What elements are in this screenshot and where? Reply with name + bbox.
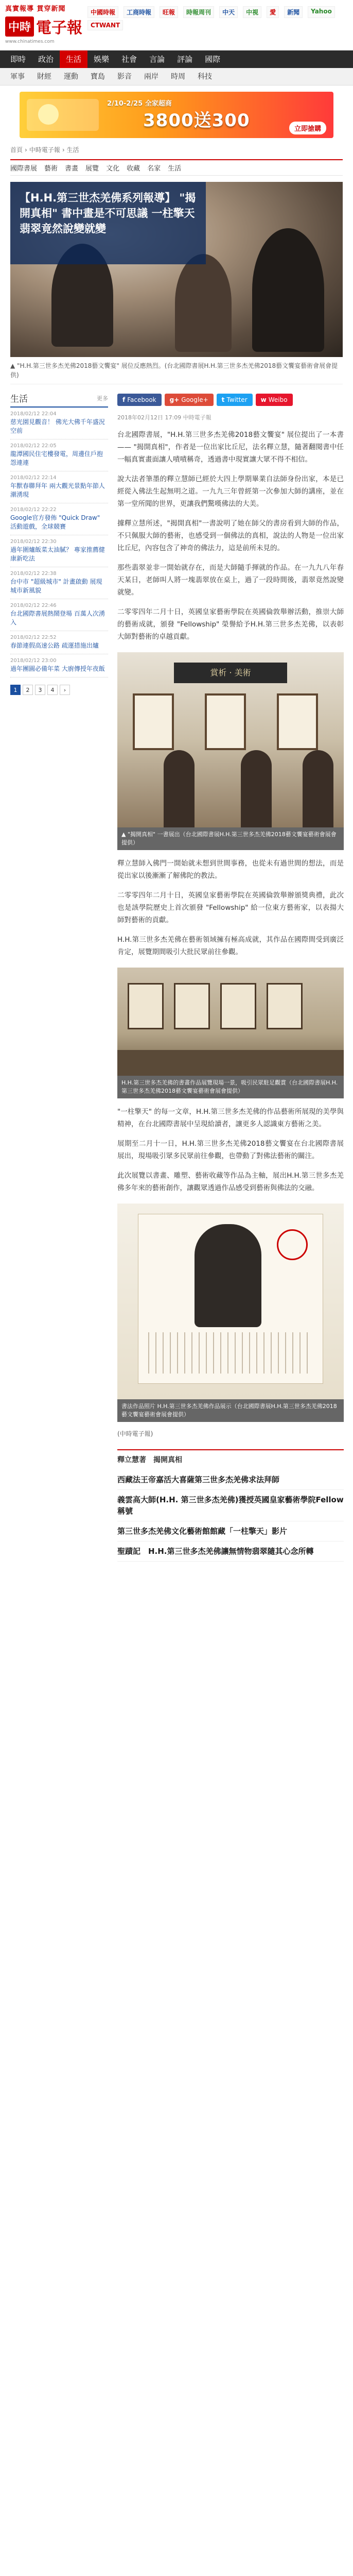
breadcrumb-link[interactable]: 首頁: [10, 146, 23, 154]
share-label: Google+: [181, 396, 208, 403]
nav-item-secondary[interactable]: 兩岸: [144, 72, 158, 81]
article-paragraph: 台北國際書展，"H.H.第三世多杰羌佛2018藝文饗宴" 展位提出了一本書—— "揭開真相"，作者是一位出家比丘尼，法名釋立慧，隨著翻閱書中任一幅真實畫面讓人嘖嘖稱奇，透過書中現實讓大眾不得不相信。: [117, 431, 344, 464]
article-paragraph: 說大法者筆墨的釋立慧師已經於大四上學期畢業自法師身份出家，本是已經從入佛法生起無明之道。一九九三年曾經第一次參加大師的講座，並在第一堂所聞的世界，更讓我們驚嘆佛法的大美。: [117, 475, 344, 508]
breadcrumb: [10, 145, 353, 154]
article-paragraph: 展期至二月十一日，H.H.第三世多杰羌佛2018藝文饗宴在台北國際書展展出，現場吸引眾多民眾前往參觀，也帶動了對佛法藝術的關注。: [117, 1140, 344, 1160]
related-article-link[interactable]: 西藏法王帝嘉活大喜薩第三世多杰羌佛求法拜師: [117, 1470, 344, 1490]
list-item[interactable]: [10, 471, 108, 503]
photo-caption: H.H.第三世多杰羌佛的書畫作品展覽現場一景，吸引民眾駐足觀賞（台北國際書展H.H.第三世多杰羌佛2018藝文饗宴藝術會展會提供）: [117, 1076, 344, 1098]
nav-item-secondary[interactable]: 科技: [198, 72, 212, 81]
sidebar-title: [10, 392, 108, 408]
partner-link[interactable]: 時報周刊: [183, 6, 214, 18]
hero-image: [10, 182, 343, 357]
share-buttons: [117, 394, 344, 406]
secondary-nav: [0, 68, 353, 86]
page-button[interactable]: 3: [35, 685, 45, 695]
partner-link[interactable]: 工商時報: [123, 6, 154, 18]
list-item[interactable]: [10, 654, 108, 677]
list-item[interactable]: [10, 408, 108, 439]
article-paragraph: 據釋立慧所述，"揭開真相"一書說明了她在師父的書房看到大師的作品，不只佩服大師的藝術，也感受到一個佛法的真相，說法的人物是一位出家比丘尼，內容包含了神奇的佛法力，這是前所未見的。: [117, 519, 344, 552]
article-photo-gallery: [117, 968, 344, 1098]
share-label: Facebook: [127, 396, 156, 403]
partner-link[interactable]: 愛: [267, 6, 279, 18]
partner-links: [87, 6, 340, 42]
logo-text: 電子報: [36, 19, 83, 37]
presenter-figure: [195, 1224, 261, 1327]
list-item-date: 2018/02/12 23:00: [10, 658, 57, 664]
content-columns: [0, 392, 353, 2576]
article-paragraph: 二零零四年二月十日，英國皇家藝術學院在英國倫敦舉辦頒獎典禮，此次也是該學院歷史上首次頒發 "Fellowship" 給一位東方藝術家，以表揚大師對藝術的貢獻。: [117, 891, 344, 924]
article-title: 【H.H.第三世杰羌佛系列報導】 "揭開真相" 書中畫是不可思議 一柱擎天翡翠竟然說變就變: [20, 192, 196, 235]
partner-link[interactable]: 中天: [219, 6, 238, 18]
related-article-link[interactable]: 義雲高大師(H.H. 第三世多杰羌佛)獲授英國皇家藝術學院Fellow稱號: [117, 1490, 344, 1521]
gp-share-button[interactable]: [165, 394, 214, 406]
list-item-title[interactable]: 年獸春聯拜年 兩大觀光景點年節人潮湧現: [10, 482, 105, 498]
topic-tag[interactable]: 展覽: [85, 165, 99, 173]
photo-caption: 書法作品照片 H.H.第三世多杰羌佛作品展示（台北國際書展H.H.第三世多杰羌佛2018藝文饗宴藝術會展會提供）: [117, 1399, 344, 1422]
logo-slogan: 真實報導 貫穿新聞: [5, 5, 66, 13]
list-item[interactable]: [10, 535, 108, 567]
tw-share-button[interactable]: [217, 394, 253, 406]
booth-sign: 賞析 · 美術: [174, 663, 287, 683]
page-button[interactable]: 1: [10, 685, 21, 695]
list-item-title[interactable]: 龍潭國民住宅樓發電，周邊住戶抱怨連連: [10, 450, 103, 466]
sidebar-more-link[interactable]: 更多: [97, 395, 108, 402]
primary-nav: [0, 50, 353, 68]
fb-share-button[interactable]: [117, 394, 162, 406]
nav-item-primary[interactable]: 生活: [60, 50, 87, 68]
hero-caption: ▲ "H.H.第三世多杰羌佛2018藝文饗宴" 展位反應熱烈。(台北國際書展H.H.第三世多杰羌佛2018藝文饗宴藝術會展會提供): [10, 357, 343, 384]
topic-tag-strip: [10, 159, 343, 176]
related-articles: [117, 1449, 344, 1562]
partner-link[interactable]: Yahoo: [308, 6, 335, 18]
banner-headline: 3800送300: [143, 110, 250, 131]
tw-icon: t: [221, 396, 225, 403]
list-item-title[interactable]: 台北國際書展熱鬧登場 百萬人次湧入: [10, 610, 105, 626]
artwork-frame: [128, 983, 164, 1029]
wb-icon: w: [260, 396, 267, 403]
hero-title-overlay: [10, 182, 206, 264]
gp-icon: g+: [169, 396, 180, 403]
article-meta: 2018年02月12日 17:09 中時電子報: [117, 414, 211, 421]
related-article-link[interactable]: 第三世多杰羌佛文化藝術館館藏「一柱擎天」影片: [117, 1521, 344, 1541]
nav-item-secondary[interactable]: 財經: [37, 72, 51, 81]
article-paragraphs-1: [117, 429, 344, 643]
list-item-title[interactable]: 台中市 "超級城市" 計畫啟動 展現城市新風貌: [10, 578, 102, 594]
site-header: [0, 0, 353, 50]
topic-tag[interactable]: 書畫: [65, 165, 79, 173]
visitor-figure: [303, 750, 333, 827]
article-paragraphs-2: [117, 857, 344, 958]
scroll-photo: [117, 1204, 344, 1399]
page-button[interactable]: ›: [60, 685, 70, 695]
article-paragraph: 釋立慧師入佛門一開始就未想到世間事務，也從未有過世間的想法，而是從出家以後漸漸了解佛陀的教法。: [117, 859, 344, 880]
article-photo-booth: [117, 652, 344, 850]
banner-subtitle: 2/10-2/25 全家超商: [107, 100, 172, 108]
topic-tag[interactable]: 收藏: [127, 165, 140, 173]
visitor-figure: [164, 750, 195, 827]
partner-link[interactable]: 中視: [243, 6, 261, 18]
list-item[interactable]: [10, 503, 108, 535]
list-item-title[interactable]: 過年團圓必備年菜 大廚傳授年夜飯: [10, 665, 105, 672]
nav-item-primary[interactable]: 言論: [149, 55, 165, 64]
article-paragraphs-3: [117, 1106, 344, 1194]
list-item-date: 2018/02/12 22:38: [10, 571, 57, 577]
partner-link[interactable]: 中國時報: [87, 6, 118, 18]
hero-figure: [175, 254, 232, 352]
breadcrumb-link[interactable]: 中時電子報: [29, 146, 60, 154]
topic-tag[interactable]: 生活: [168, 165, 182, 173]
partner-link[interactable]: 新聞: [284, 6, 303, 18]
list-item-title[interactable]: 慈光園見觀音！ 佛光大佛千年盛況空前: [10, 418, 105, 434]
list-item-date: 2018/02/12 22:52: [10, 635, 57, 640]
partner-link[interactable]: CTWANT: [87, 20, 123, 30]
artwork-frame: [220, 983, 256, 1029]
sidebar-list: [10, 408, 108, 677]
red-seal-icon: [277, 1229, 308, 1260]
nav-item-primary[interactable]: 社會: [121, 55, 137, 64]
artwork-frame: [205, 693, 246, 750]
wb-share-button[interactable]: [256, 394, 293, 406]
promo-banner[interactable]: [20, 92, 333, 138]
nav-item-secondary[interactable]: 軍事: [10, 72, 25, 81]
banner-cta-button[interactable]: 立即搶購: [289, 122, 326, 134]
nav-item-secondary[interactable]: 時周: [171, 72, 185, 81]
page-button[interactable]: 4: [47, 685, 58, 695]
sidebar-title-text: 生活: [10, 394, 28, 404]
photo-caption: ▲ "揭開真相" 一書展出（台北國際書展H.H.第三世多杰羌佛2018藝文饗宴藝術會展會提供）: [117, 827, 344, 850]
share-label: Twitter: [226, 396, 248, 403]
nav-item-secondary[interactable]: 寶島: [91, 72, 105, 81]
list-item-title[interactable]: 春節連假高速公路 疏運措施出爐: [10, 642, 99, 649]
topic-tag[interactable]: 國際書展: [10, 165, 38, 173]
calligraphy-lines: [148, 1332, 313, 1374]
list-item[interactable]: [10, 567, 108, 599]
partner-link[interactable]: 旺報: [160, 6, 178, 18]
nav-item-primary[interactable]: 政治: [38, 55, 54, 64]
artwork-frame: [267, 983, 303, 1029]
article-source: (中時電子報): [117, 1430, 153, 1437]
breadcrumb-link[interactable]: 生活: [66, 146, 79, 154]
visitor-figure: [241, 750, 272, 827]
sidebar: [10, 392, 108, 695]
topic-tag[interactable]: 名家: [147, 165, 161, 173]
page-button[interactable]: 2: [23, 685, 33, 695]
artwork-frame: [133, 693, 174, 750]
artwork-frame: [174, 983, 210, 1029]
list-item-date: 2018/02/12 22:04: [10, 411, 57, 417]
article-body: [117, 392, 344, 1562]
article-paragraph: H.H.第三世多杰羌佛在藝術領域擁有極高成就，其作品在國際間受到廣泛肯定，展覽期間吸引大批民眾前往參觀。: [117, 936, 344, 956]
related-list: [117, 1470, 344, 1562]
list-item-date: 2018/02/12 22:30: [10, 539, 57, 545]
article-paragraph: 此次展覽以書畫、雕塑、藝術收藏等作品為主軸，展出H.H.第三世多杰羌佛多年來的藝術創作，讓觀眾透過作品感受到藝術與佛法的交融。: [117, 1172, 344, 1192]
logo-badge: 中時: [5, 16, 34, 37]
nav-item-secondary[interactable]: 運動: [64, 72, 78, 81]
list-item-date: 2018/02/12 22:22: [10, 507, 57, 513]
list-item[interactable]: [10, 439, 108, 471]
list-item-date: 2018/02/12 22:46: [10, 603, 57, 608]
share-label: Weibo: [268, 396, 288, 403]
artwork-frame: [277, 693, 318, 750]
nav-item-primary[interactable]: 即時: [10, 55, 26, 64]
list-item-title[interactable]: 過年圍爐飯菜太油膩？ 專家推薦健康新吃法: [10, 546, 105, 562]
sidebar-pagination: [10, 685, 108, 695]
fb-icon: f: [122, 396, 126, 403]
breadcrumb-separator: ›: [62, 146, 65, 154]
related-author: 釋立慧著 揭開真相: [117, 1456, 182, 1464]
logo-url: www.chinatimes.com: [5, 39, 55, 44]
booth-photo: [117, 652, 344, 827]
nav-item-primary[interactable]: 評論: [177, 55, 193, 64]
article-paragraph: 二零零四年二月十日，英國皇家藝術學院在英國倫敦舉辦活動，推崇大師的藝術成就，頒發 "Fellowship" 榮譽給予H.H.第三世多杰羌佛，以表彰大師對藝術的卓越貢獻。: [117, 608, 344, 641]
article-paragraph: 那些翡翠並非一開始就存在，而是大師隨手揮就的作品。在一九九八年春天某日，老師叫人將一塊翡翠放在桌上，過了一段時間後，翡翠竟然說變就變。: [117, 564, 344, 597]
gallery-floor: [117, 1050, 344, 1076]
list-item[interactable]: [10, 631, 108, 654]
site-logo[interactable]: [5, 3, 82, 44]
related-article-link[interactable]: 聖蹟記 H.H.第三世多杰羌佛讓無情物翡翠隨其心念所轉: [117, 1541, 344, 1562]
topic-tag[interactable]: 藝術: [44, 165, 58, 173]
breadcrumb-separator: ›: [25, 146, 27, 154]
nav-item-secondary[interactable]: 影音: [117, 72, 132, 81]
hero-figure: [252, 228, 324, 352]
topic-tag[interactable]: 文化: [106, 165, 120, 173]
list-item-date: 2018/02/12 22:14: [10, 475, 57, 481]
nav-item-primary[interactable]: 娛樂: [94, 55, 110, 64]
nav-item-primary[interactable]: 國際: [205, 55, 221, 64]
gallery-photo: [117, 968, 344, 1076]
list-item[interactable]: [10, 599, 108, 631]
list-item-date: 2018/02/12 22:05: [10, 443, 57, 449]
article-paragraph: "一柱擎天" 的每一文章，H.H.第三世多杰羌佛的作品藝術所展現的美學與精神，在台北國際書展中呈現給讀者，讓更多人認識東方藝術之美。: [117, 1108, 344, 1128]
article-photo-scroll: [117, 1204, 344, 1422]
list-item-title[interactable]: Google官方發佈 "Quick Draw" 活動遊戲，全球競賽: [10, 514, 100, 530]
banner-graphic: [27, 99, 99, 131]
